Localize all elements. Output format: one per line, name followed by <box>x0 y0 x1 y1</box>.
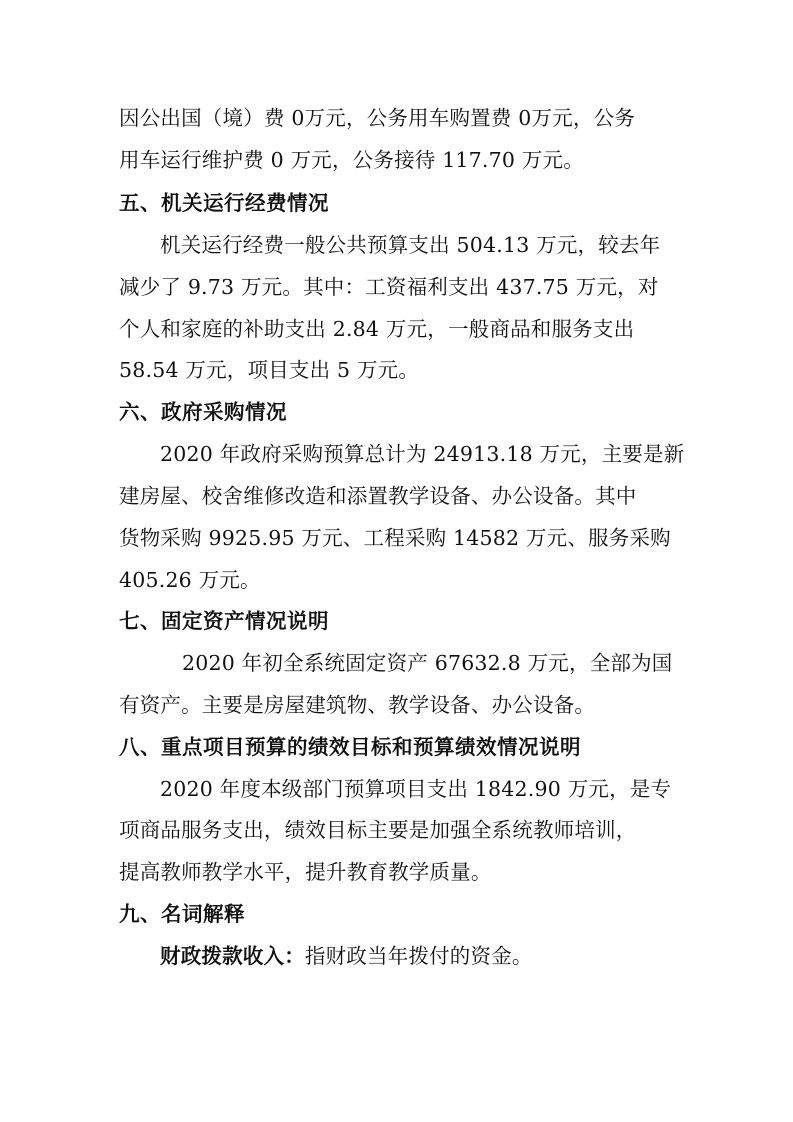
paragraph-line: 2020 年政府采购预算总计为 24913.18 万元，主要是新 <box>160 442 685 466</box>
section-heading-7: 七、固定资产情况说明 <box>119 609 329 633</box>
paragraph-line: 58.54 万元，项目支出 5 万元。 <box>119 358 420 382</box>
section-heading-9: 九、名词解释 <box>119 902 245 926</box>
paragraph-line: 405.26 万元。 <box>119 568 261 592</box>
section-heading-6: 六、政府采购情况 <box>119 400 287 424</box>
paragraph-line: 货物采购 9925.95 万元、工程采购 14582 万元、服务采购 <box>119 526 671 550</box>
paragraph-line: 提高教师教学水平，提升教育教学质量。 <box>119 860 492 884</box>
section-heading-8: 八、重点项目预算的绩效目标和预算绩效情况说明 <box>119 735 581 759</box>
paragraph-line: 用车运行维护费 0 万元，公务接待 117.70 万元。 <box>119 148 584 172</box>
paragraph-line: 有资产。主要是房屋建筑物、教学设备、办公设备。 <box>119 693 596 717</box>
definition-term: 财政拨款收入： <box>160 944 305 968</box>
paragraph-line: 减少了 9.73 万元。其中：工资福利支出 437.75 万元，对 <box>119 275 659 299</box>
paragraph-line: 因公出国（境）费 0万元，公务用车购置费 0万元，公务 <box>119 106 636 130</box>
section-heading-5: 五、机关运行经费情况 <box>119 191 329 215</box>
definition-text: 指财政当年拨付的资金。 <box>304 944 533 968</box>
paragraph-line: 个人和家庭的补助支出 2.84 万元，一般商品和服务支出 <box>119 317 635 341</box>
paragraph-line: 项商品服务支出，绩效目标主要是加强全系统教师培训， <box>119 818 637 842</box>
paragraph-line: 2020 年初全系统固定资产 67632.8 万元，全部为国 <box>182 651 673 675</box>
paragraph-line: 机关运行经费一般公共预算支出 504.13 万元，较去年 <box>160 233 661 257</box>
paragraph-line: 建房屋、校舍维修改造和添置教学设备、办公设备。其中 <box>119 484 637 508</box>
paragraph-line: 2020 年度本级部门预算项目支出 1842.90 万元，是专 <box>160 777 672 801</box>
definition-line <box>160 942 533 970</box>
